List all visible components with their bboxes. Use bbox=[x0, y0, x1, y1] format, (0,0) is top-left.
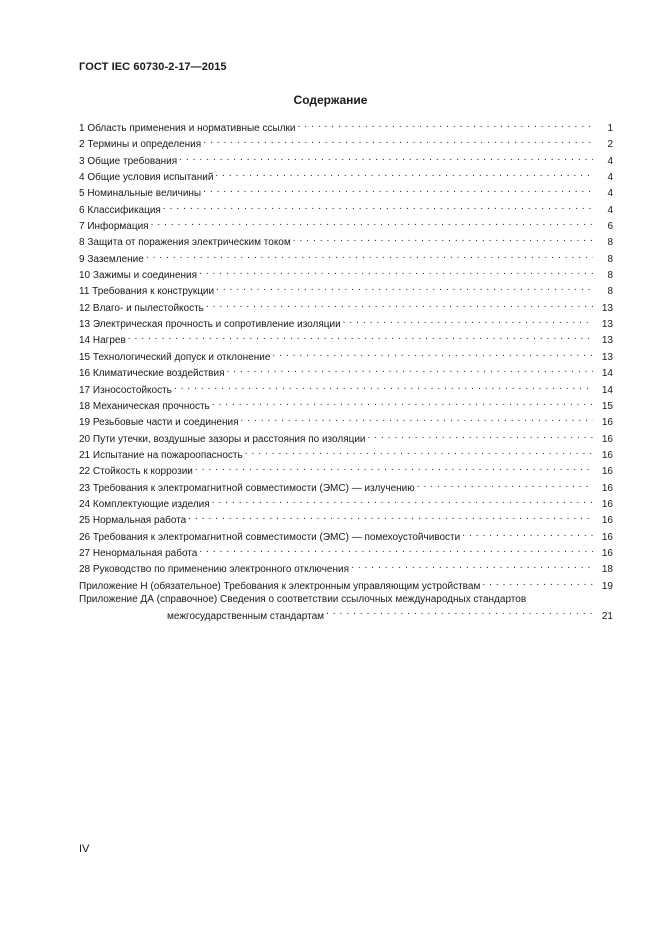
toc-leader-dots bbox=[146, 250, 593, 262]
toc-entry-label-continued: межгосударственным стандартам bbox=[167, 610, 325, 622]
toc-leader-dots bbox=[151, 217, 593, 229]
table-of-contents bbox=[79, 119, 613, 621]
toc-entry[interactable] bbox=[79, 560, 613, 576]
toc-entry-label: 9 Заземление bbox=[79, 253, 144, 265]
toc-leader-dots bbox=[203, 184, 593, 196]
toc-entry[interactable] bbox=[79, 495, 613, 511]
toc-leader-dots bbox=[417, 479, 593, 491]
toc-leader-dots bbox=[227, 364, 594, 376]
toc-leader-dots bbox=[462, 528, 593, 540]
toc-entry[interactable] bbox=[79, 479, 613, 495]
toc-leader-dots bbox=[272, 348, 593, 360]
toc-entry[interactable] bbox=[79, 413, 613, 429]
toc-entry[interactable] bbox=[79, 397, 613, 413]
toc-entry[interactable] bbox=[79, 152, 613, 168]
toc-entry[interactable] bbox=[79, 528, 613, 544]
toc-entry[interactable] bbox=[79, 266, 613, 282]
toc-entry[interactable] bbox=[79, 135, 613, 151]
toc-entry-label: 27 Ненормальная работа bbox=[79, 547, 198, 559]
toc-leader-dots bbox=[163, 201, 593, 213]
toc-entry-label: 13 Электрическая прочность и сопротивление изоляции bbox=[79, 319, 341, 331]
toc-entry-label: 2 Термины и определения bbox=[79, 139, 202, 151]
toc-entry-label: 22 Стойкость к коррозии bbox=[79, 466, 193, 478]
toc-leader-dots bbox=[297, 119, 593, 131]
toc-entry-page: 16 bbox=[601, 531, 613, 543]
toc-entry[interactable] bbox=[79, 577, 613, 593]
toc-entry-page: 19 bbox=[601, 580, 613, 592]
toc-entry-page: 4 bbox=[607, 188, 613, 200]
toc-entry[interactable] bbox=[79, 462, 613, 478]
page-number: IV bbox=[79, 843, 90, 855]
toc-entry-label: 28 Руководство по применению электронного отключения bbox=[79, 564, 350, 576]
toc-entry-page: 13 bbox=[601, 335, 613, 347]
toc-leader-dots bbox=[188, 511, 593, 523]
toc-entry-page: 4 bbox=[607, 155, 613, 167]
toc-entry-label: 21 Испытание на пожароопасность bbox=[79, 449, 243, 461]
toc-entry[interactable] bbox=[79, 201, 613, 217]
toc-entry[interactable] bbox=[79, 381, 613, 397]
toc-leader-dots bbox=[128, 331, 593, 343]
toc-entry[interactable] bbox=[79, 348, 613, 364]
toc-entry-label: 6 Классификация bbox=[79, 204, 161, 216]
toc-leader-dots bbox=[206, 299, 593, 311]
toc-entry[interactable] bbox=[79, 544, 613, 560]
toc-entry-annex-da[interactable] bbox=[79, 593, 613, 621]
toc-entry-page: 8 bbox=[607, 270, 613, 282]
toc-leader-dots bbox=[174, 381, 593, 393]
toc-entry-page: 8 bbox=[607, 253, 613, 265]
toc-entry-page: 16 bbox=[601, 417, 613, 429]
toc-leader-dots bbox=[343, 315, 593, 327]
toc-entry-page: 16 bbox=[601, 449, 613, 461]
toc-entry-page: 16 bbox=[601, 547, 613, 559]
toc-entry-label: 25 Нормальная работа bbox=[79, 515, 187, 527]
toc-entry-label: 20 Пути утечки, воздушные зазоры и расстояния по изоляции bbox=[79, 433, 366, 445]
toc-entry-label: Приложение Н (обязательное) Требования к электронным управляющим устройствам bbox=[79, 580, 481, 592]
toc-entry-page: 6 bbox=[607, 221, 613, 233]
toc-entry[interactable] bbox=[79, 119, 613, 135]
toc-entry-label: 4 Общие условия испытаний bbox=[79, 172, 214, 184]
toc-leader-dots bbox=[199, 266, 593, 278]
toc-entry-label: 16 Климатические воздействия bbox=[79, 368, 225, 380]
toc-leader-dots bbox=[216, 282, 593, 294]
toc-entry-page: 13 bbox=[601, 319, 613, 331]
toc-leader-dots bbox=[212, 397, 593, 409]
toc-entry-page: 4 bbox=[607, 172, 613, 184]
toc-entry[interactable] bbox=[79, 217, 613, 233]
toc-entry-page: 13 bbox=[601, 351, 613, 363]
toc-entry-label: 18 Механическая прочность bbox=[79, 400, 210, 412]
toc-leader-dots bbox=[245, 446, 593, 458]
toc-entry-page: 16 bbox=[601, 515, 613, 527]
toc-entry[interactable] bbox=[79, 299, 613, 315]
toc-entry[interactable] bbox=[79, 364, 613, 380]
toc-leader-dots bbox=[179, 152, 593, 164]
toc-leader-dots bbox=[241, 413, 593, 425]
document-code-header: ГОСТ IEC 60730-2-17—2015 bbox=[79, 61, 227, 73]
toc-leader-dots bbox=[203, 135, 593, 147]
toc-leader-dots bbox=[351, 560, 593, 572]
toc-entries bbox=[79, 119, 613, 593]
toc-entry-page: 18 bbox=[601, 564, 613, 576]
toc-entry-page: 8 bbox=[607, 237, 613, 249]
toc-entry-page: 1 bbox=[607, 123, 613, 134]
toc-leader-dots bbox=[368, 430, 593, 442]
toc-entry-label: 23 Требования к электромагнитной совместимости (ЭМС) — излучению bbox=[79, 482, 415, 494]
toc-entry[interactable] bbox=[79, 315, 613, 331]
toc-entry-label: 19 Резьбовые части и соединения bbox=[79, 417, 239, 429]
toc-entry-label: 24 Комплектующие изделия bbox=[79, 498, 210, 510]
toc-entry[interactable] bbox=[79, 331, 613, 347]
toc-entry-label: 1 Область применения и нормативные ссылки bbox=[79, 123, 296, 134]
toc-entry[interactable] bbox=[79, 282, 613, 298]
toc-entry-label: 3 Общие требования bbox=[79, 155, 178, 167]
toc-leader-dots bbox=[482, 577, 593, 589]
toc-entry-page: 16 bbox=[601, 466, 613, 478]
toc-entry[interactable] bbox=[79, 430, 613, 446]
toc-entry-page: 21 bbox=[601, 610, 613, 622]
toc-entry[interactable] bbox=[79, 250, 613, 266]
toc-entry[interactable] bbox=[79, 233, 613, 249]
toc-entry-label: 5 Номинальные величины bbox=[79, 188, 202, 200]
toc-entry-page: 13 bbox=[601, 302, 613, 314]
toc-leader-dots bbox=[326, 607, 593, 619]
toc-leader-dots bbox=[293, 233, 593, 245]
toc-entry-label: 17 Износостойкость bbox=[79, 384, 172, 396]
toc-entry-page: 4 bbox=[607, 204, 613, 216]
toc-entry-label: 12 Влаго- и пылестойкость bbox=[79, 302, 204, 314]
toc-entry-label: 11 Требования к конструкции bbox=[79, 286, 215, 298]
toc-entry[interactable] bbox=[79, 446, 613, 462]
toc-entry-label: 7 Информация bbox=[79, 221, 149, 233]
toc-entry[interactable] bbox=[79, 168, 613, 184]
toc-entry-label: 14 Нагрев bbox=[79, 335, 126, 347]
toc-entry-label: 15 Технологический допуск и отклонение bbox=[79, 351, 271, 363]
toc-entry-label: 26 Требования к электромагнитной совместимости (ЭМС) — помехоустойчивости bbox=[79, 531, 461, 543]
toc-entry-page: 14 bbox=[601, 384, 613, 396]
toc-title: Содержание bbox=[293, 93, 368, 107]
toc-entry-page: 16 bbox=[601, 433, 613, 445]
toc-entry-page: 15 bbox=[601, 400, 613, 412]
toc-leader-dots bbox=[195, 462, 593, 474]
toc-entry-page: 2 bbox=[607, 139, 613, 151]
toc-entry-label: 10 Зажимы и соединения bbox=[79, 270, 198, 282]
toc-leader-dots bbox=[199, 544, 593, 556]
toc-entry-label: Приложение ДА (справочное) Сведения о соответствии ссылочных международных стандартов bbox=[79, 593, 527, 605]
toc-leader-dots bbox=[215, 168, 593, 180]
toc-entry-page: 8 bbox=[607, 286, 613, 298]
toc-entry-page: 14 bbox=[601, 368, 613, 380]
toc-entry-label: 8 Защита от поражения электрическим током bbox=[79, 237, 291, 249]
toc-leader-dots bbox=[212, 495, 593, 507]
toc-entry[interactable] bbox=[79, 184, 613, 200]
toc-entry-page: 16 bbox=[601, 482, 613, 494]
toc-entry[interactable] bbox=[79, 511, 613, 527]
toc-entry-page: 16 bbox=[601, 498, 613, 510]
